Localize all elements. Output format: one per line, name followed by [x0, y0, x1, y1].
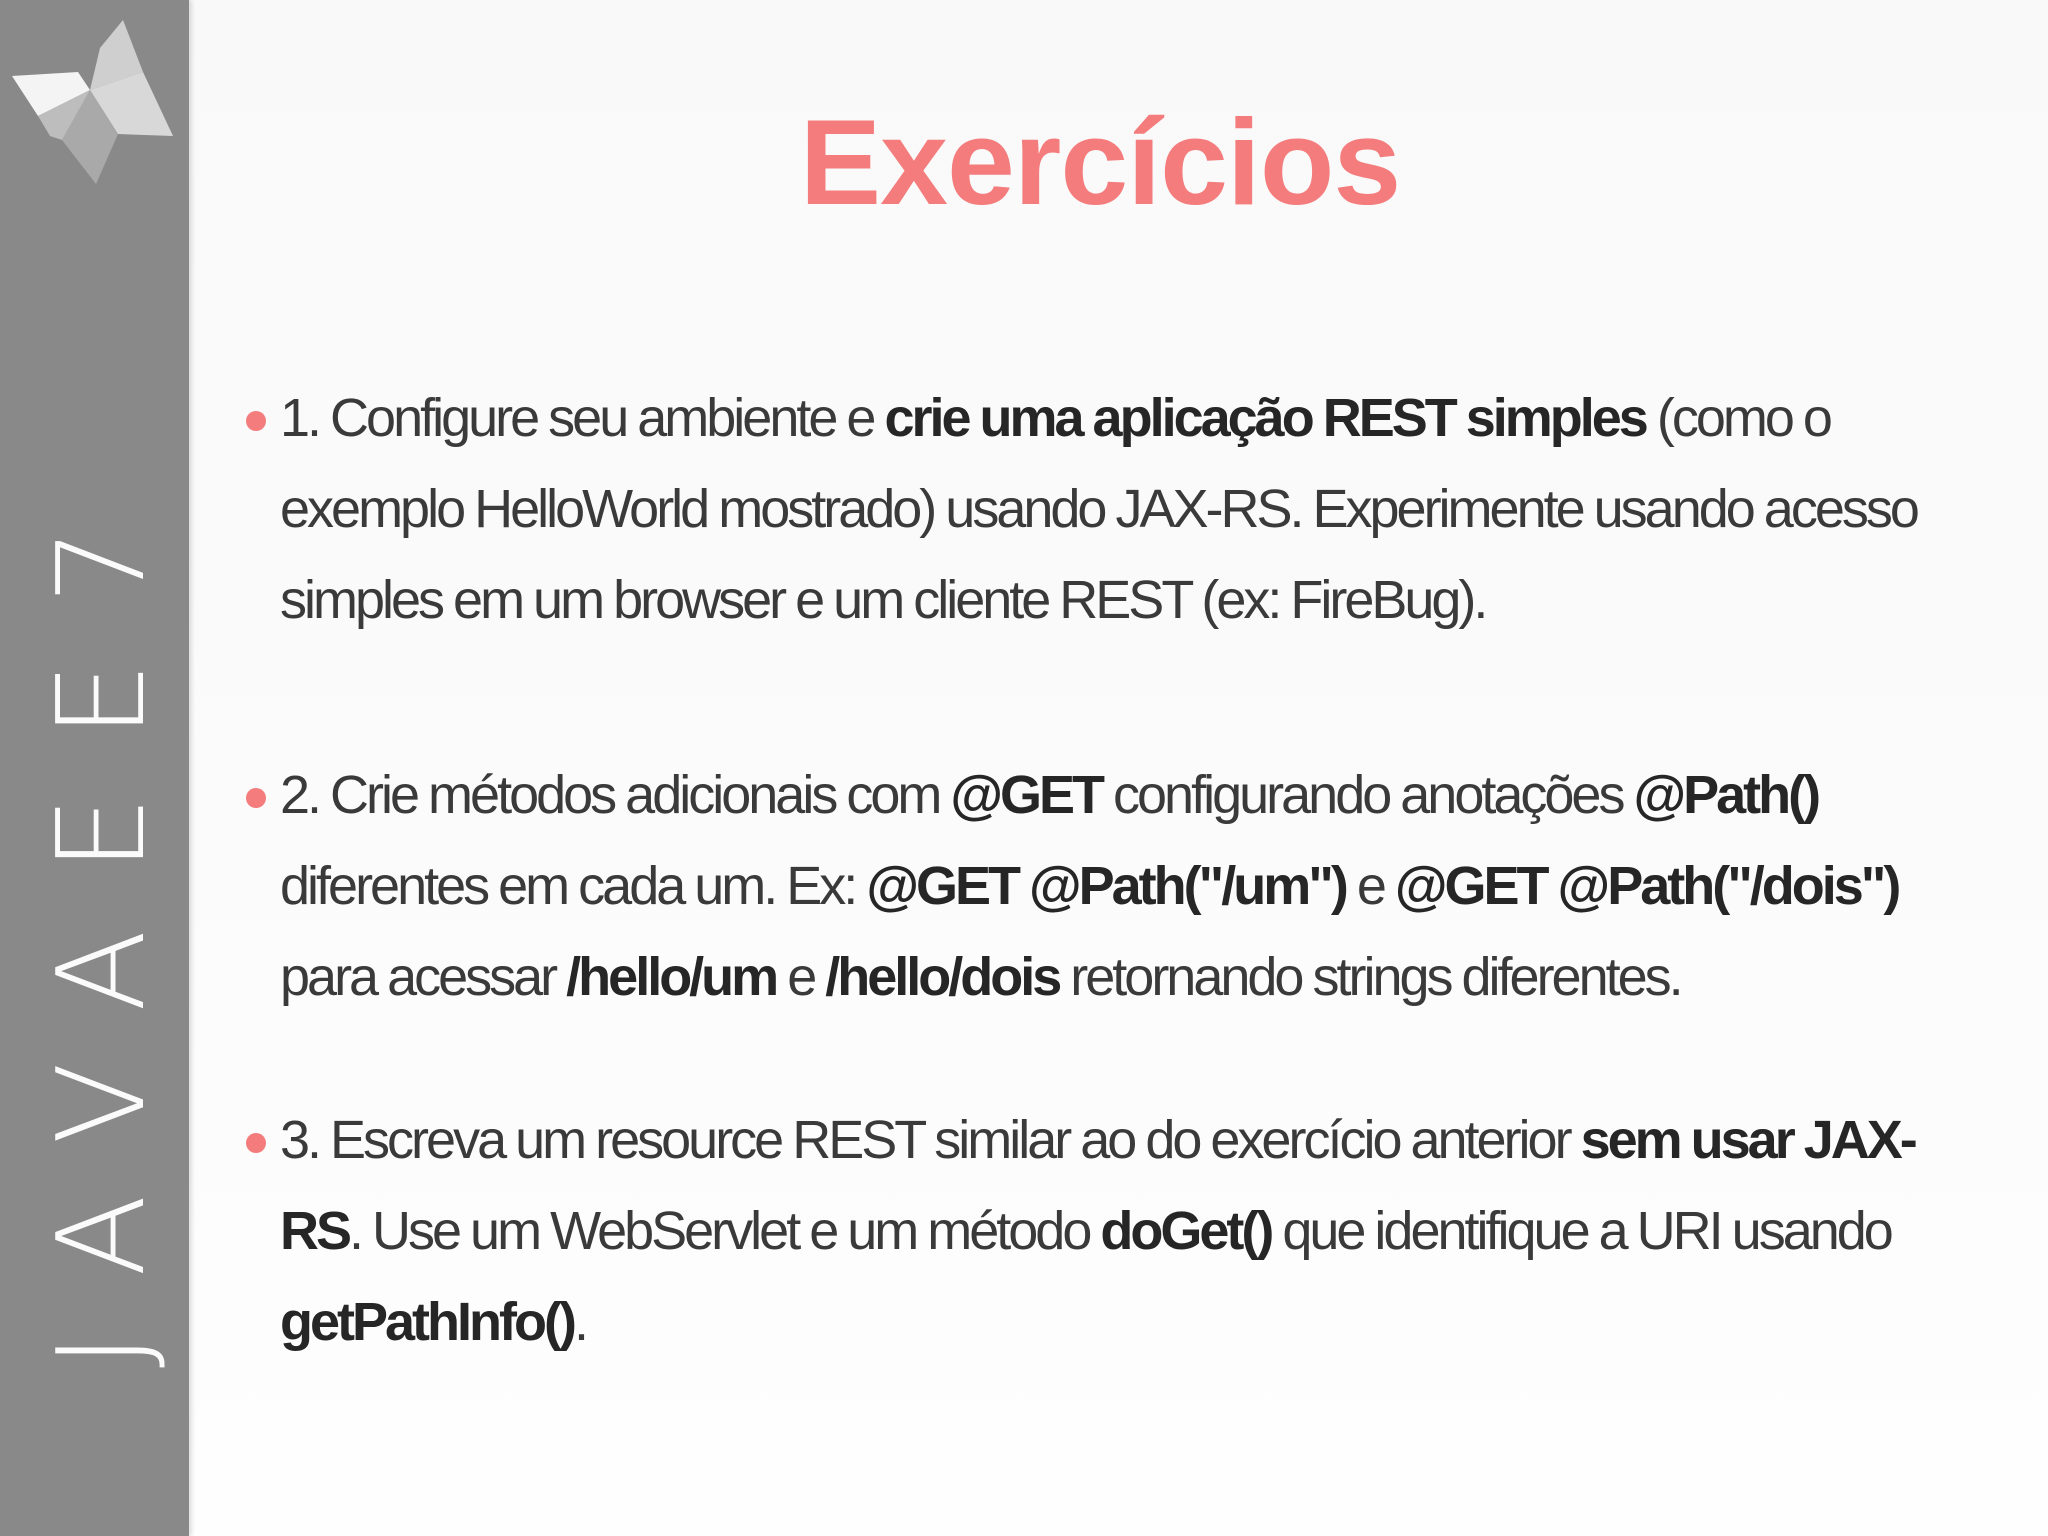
exercise-item-2	[244, 750, 1974, 1023]
sidebar	[0, 0, 189, 1536]
exercise-3-text: 3. Escreva um resource REST similar ao do exercício anterior	[280, 1110, 1581, 1170]
exercise-2-text: configurando anotações	[1102, 765, 1634, 825]
exercise-1-bold-text: crie uma aplicação REST simples	[884, 388, 1646, 448]
exercise-3-bold-text: getPathInfo()	[280, 1292, 574, 1352]
bullet-icon	[246, 1133, 266, 1153]
exercise-2-text: retornando strings diferentes.	[1059, 947, 1681, 1007]
vertical-brand-text: JAVAEE7	[33, 469, 172, 1368]
exercise-3-text: . Use um WebServlet e um método	[349, 1201, 1101, 1261]
exercise-1-text: 1. Configure seu ambiente e	[280, 388, 885, 448]
exercise-2-bold-text: /hello/dois	[825, 947, 1060, 1007]
exercise-2-bold-text: @GET	[950, 765, 1103, 825]
slide-title: Exercícios	[799, 94, 1401, 230]
bullet-icon	[246, 411, 266, 431]
exercise-list	[244, 373, 1974, 1472]
exercise-2-text: 2. Crie métodos adicionais com	[280, 765, 951, 825]
vertical-brand-title	[0, 300, 189, 1390]
exercise-2-bold-text: /hello/um	[566, 947, 777, 1007]
exercise-3-text: que identifique a URI usando	[1271, 1201, 1891, 1261]
exercise-2-bold-text: @GET @Path("/um")	[866, 856, 1346, 916]
exercise-2-bold-text: @Path()	[1633, 765, 1819, 825]
exercise-3-bold-text: sem usar JAX-RS	[280, 1110, 1915, 1261]
exercise-item-1	[244, 373, 1974, 646]
exercise-3-text: .	[573, 1292, 586, 1352]
exercise-1-text: (como o exemplo HelloWorld mostrado) usando JAX-RS. Experimente usando acesso simples em um browser e um cliente REST (ex: FireBug).	[280, 388, 1917, 630]
exercise-2-text: para acessar	[280, 947, 567, 1007]
exercise-2-text: diferentes em cada um. Ex:	[280, 856, 867, 916]
exercise-2-text: e	[1345, 856, 1395, 916]
exercise-3-bold-text: doGet()	[1100, 1201, 1272, 1261]
exercise-2-text: e	[776, 947, 826, 1007]
exercise-item-3	[244, 1095, 1974, 1368]
bullet-icon	[246, 788, 266, 808]
java-ee-star-logo-icon	[8, 16, 173, 186]
exercise-2-bold-text: @GET @Path("/dois")	[1394, 856, 1899, 916]
